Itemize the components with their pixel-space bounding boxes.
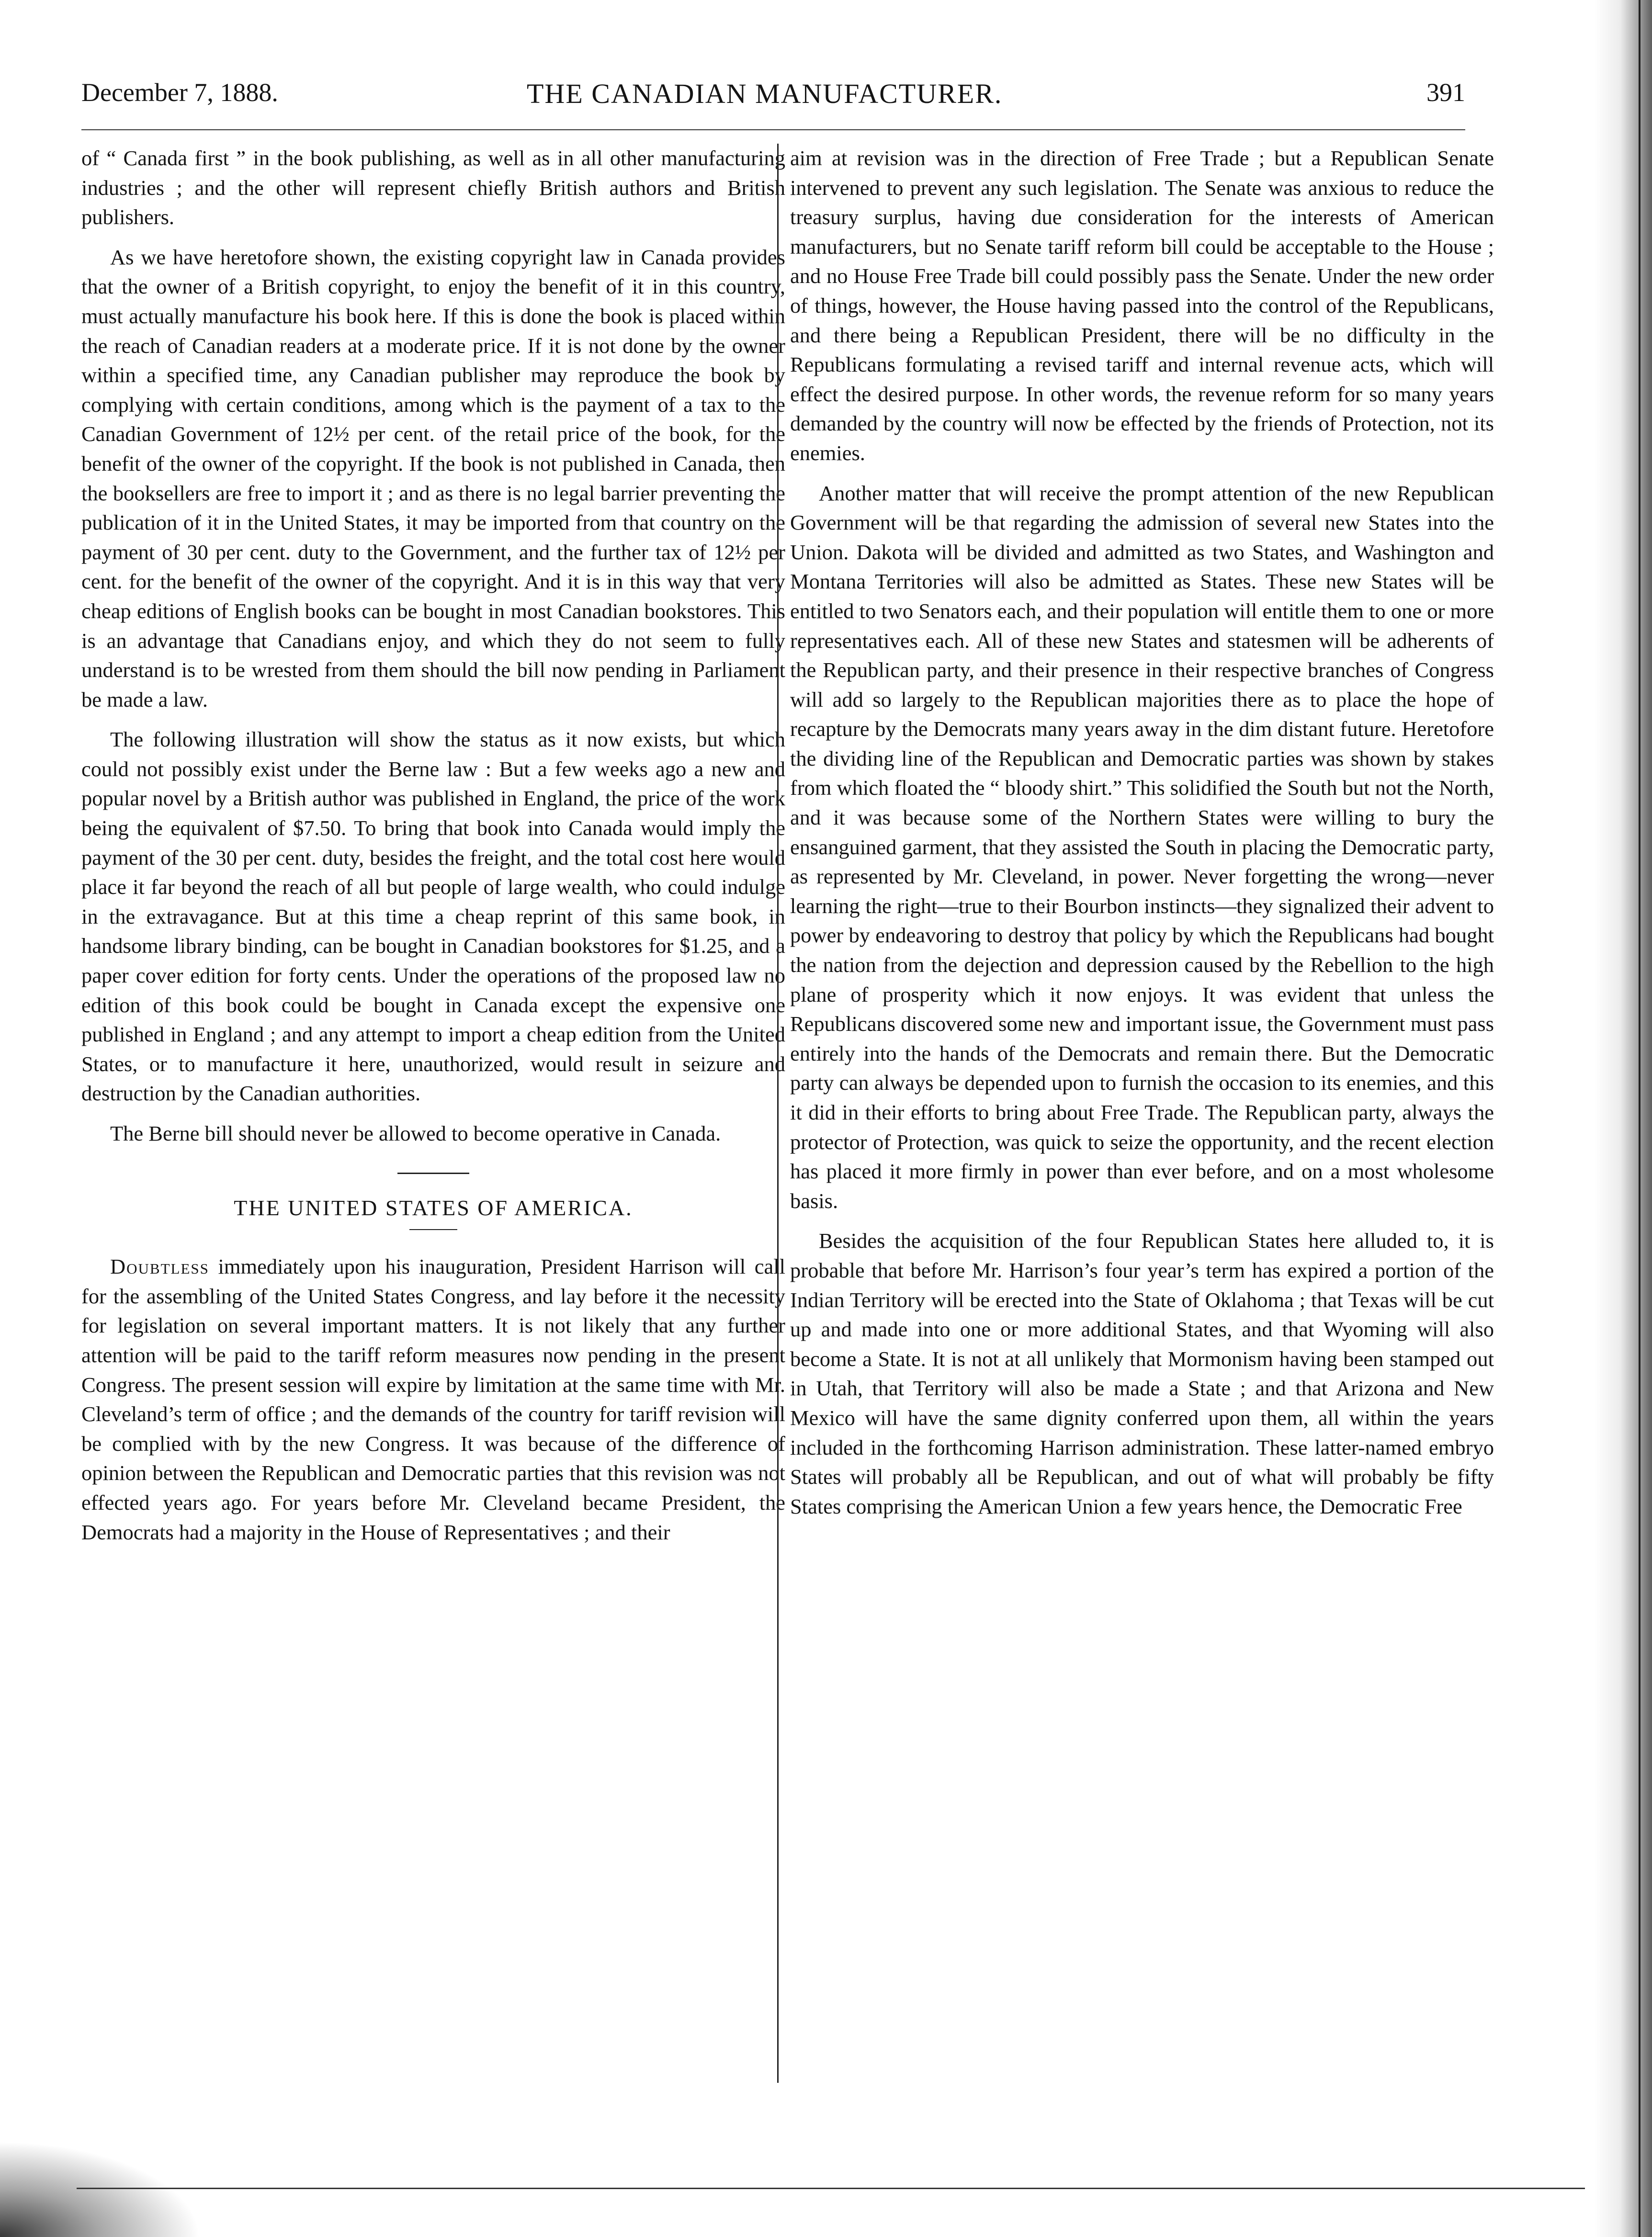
paragraph: The Berne bill should never be allowed to become operative in Canada.: [110, 1121, 721, 1145]
header-rule: [81, 129, 1465, 130]
section-paragraph-text: immediately upon his inauguration, President Harrison will call for the assembling of the United States Congress, and lay before it the necessity for legislation on several important matters. It is not likely that any further attention will be paid to the tariff reform measures now pending in the present Congress. The present session will expire by limitation at the same time with Mr. Cleveland’s term of office ; and the demands of the country for tariff revision will be complied with by the new Congress. It was because of the difference of opinion between the Republican and Democratic parties that this revision was not effected years ago. For years before Mr. Cleveland became President, the Democrats had a majority in the House of Representatives ; and their: [81, 1254, 785, 1544]
section-heading: THE UNITED STATES OF AMERICA.: [234, 1195, 633, 1220]
binding-edge-shadow: [1595, 0, 1652, 2237]
scan-corner-shadow: [0, 2141, 201, 2237]
section-separator-rule: [397, 1173, 469, 1174]
heading-underline-rule: [409, 1229, 457, 1230]
issue-date: December 7, 1888.: [81, 78, 278, 107]
page-header: [81, 72, 1465, 115]
paragraph: of “ Canada first ” in the book publishing, as well as in all other manufacturing industries ; and the other will represent chiefly British authors and British publishers.: [81, 146, 785, 229]
left-column: [81, 144, 785, 1558]
masthead-title: THE CANADIAN MANUFACTURER.: [527, 78, 1003, 109]
right-column: [790, 144, 1494, 1532]
section-paragraph: [81, 1252, 785, 1547]
page-number: 391: [1426, 78, 1465, 107]
paragraph: Another matter that will receive the prompt attention of the new Republican Government will be that regarding the admission of several new States into the Union. Dakota will be divided and admitted as two States, and Washington and Montana Territories will also be admitted as States. These new States will be entitled to two Senators each, and their population will entitle them to one or more representatives each. All of these new States and statesmen will be adherents of the Republican party, and their presence in their respective branches of Congress will add so largely to the Republican majorities there as to place the hope of recapture by the Democrats many years away in the dim distant future. Heretofore the dividing line of the Republican and Democratic parties was shown by stakes from which floated the “ bloody shirt.” This solidified the South but not the North, and it was because some of the Northern States were willing to bury the ensanguined garment, that they assisted the South in placing the Democratic party, as represented by Mr. Cleveland, in power. Never forgetting the wrong—never learning the right—true to their Bourbon instincts—they signalized their advent to power by endeavoring to destroy that policy by which the Republicans had bought the nation from the dejection and depression caused by the Rebellion to the high plane of prosperity which it now enjoys. It was evident that unless the Republicans discovered some new and important issue, the Government must pass entirely into the hands of the Democrats and remain there. But the Democratic party can always be depended upon to furnish the occasion to its enemies, and this it did in their efforts to bring about Free Trade. The Republican party, always the protector of Protection, was quick to seize the opportunity, and the recent election has placed it more firmly in power than ever before, and on a most wholesome basis.: [790, 481, 1494, 1213]
column-divider: [777, 144, 779, 2083]
paragraph: aim at revision was in the direction of Free Trade ; but a Republican Senate intervened to prevent any such legislation. The Senate was anxious to reduce the treasury surplus, having due consideration for the interests of American manufacturers, but no Senate tariff reform bill could be acceptable to the House ; and no House Free Trade bill could possibly pass the Senate. Under the new order of things, however, the House having passed into the control of the Republicans, and there being a Republican President, there will be no difficulty in the Republicans formulating a revised tariff and internal revenue acts, which will effect the desired purpose. In other words, the revenue reform for so many years demanded by the country will now be effected by the friends of Protection, not its enemies.: [790, 146, 1494, 465]
binding-edge-line: [1639, 0, 1641, 2237]
page-bottom-rule: [77, 2188, 1585, 2189]
paragraph: Besides the acquisition of the four Republican States here alluded to, it is probable that before Mr. Harrison’s four year’s term has expired a portion of the Indian Territory will be erected into the State of Oklahoma ; that Texas will be cut up and made into one or more additional States, and that Wyoming will also become a State. It is not at all unlikely that Mormonism having been stamped out in Utah, that Territory will also be made a State ; and that Arizona and New Mexico will have the same dignity conferred upon them, all within the years included in the forthcoming Harrison administration. These latter-named embryo States will probably all be Republican, and out of what will probably be fifty States comprising the American Union a few years hence, the Democratic Free: [790, 1229, 1494, 1518]
paragraph: As we have heretofore shown, the existing copyright law in Canada provides that the owner of a British copyright, to enjoy the benefit of it in this country, must actually manufacture his book here. If this is done the book is placed within the reach of Canadian readers at a moderate price. If it is not done by the owner within a specified time, any Canadian publisher may reproduce the book by complying with certain conditions, among which is the payment of a tax to the Canadian Government of 12½ per cent. of the retail price of the book, for the benefit of the owner of the copyright. If the book is not published in Canada, then the booksellers are free to import it ; and as there is no legal barrier preventing the publication of it in the United States, it may be imported from that country on the payment of 30 per cent. duty to the Government, and the further tax of 12½ per cent. for the benefit of the owner of the copyright. And it is in this way that very cheap editions of English books can be bought in most Canadian bookstores. This is an advantage that Canadians enjoy, and which they do not seem to fully understand is to be wrested from them should the bill now pending in Parliament be made a law.: [81, 245, 785, 712]
paragraph: The following illustration will show the status as it now exists, but which could not possibly exist under the Berne law : But a few weeks ago a new and popular novel by a British author was published in England, the price of the work being the equivalent of $7.50. To bring that book into Canada would imply the payment of the 30 per cent. duty, besides the freight, and the total cost here would place it far beyond the reach of all but people of large wealth, who could indulge in the extravagance. But at this time a cheap reprint of this same book, in handsome library binding, can be bought in Canadian bookstores for $1.25, and a paper cover edition for forty cents. Under the operations of the proposed law no edition of this book could be bought in Canada except the expensive one published in England ; and any attempt to import a cheap edition from the United States, or to manufacture it here, unauthorized, would result in seizure and destruction by the Canadian authorities.: [81, 727, 785, 1106]
drop-lead-word: Doubtless: [110, 1254, 209, 1279]
